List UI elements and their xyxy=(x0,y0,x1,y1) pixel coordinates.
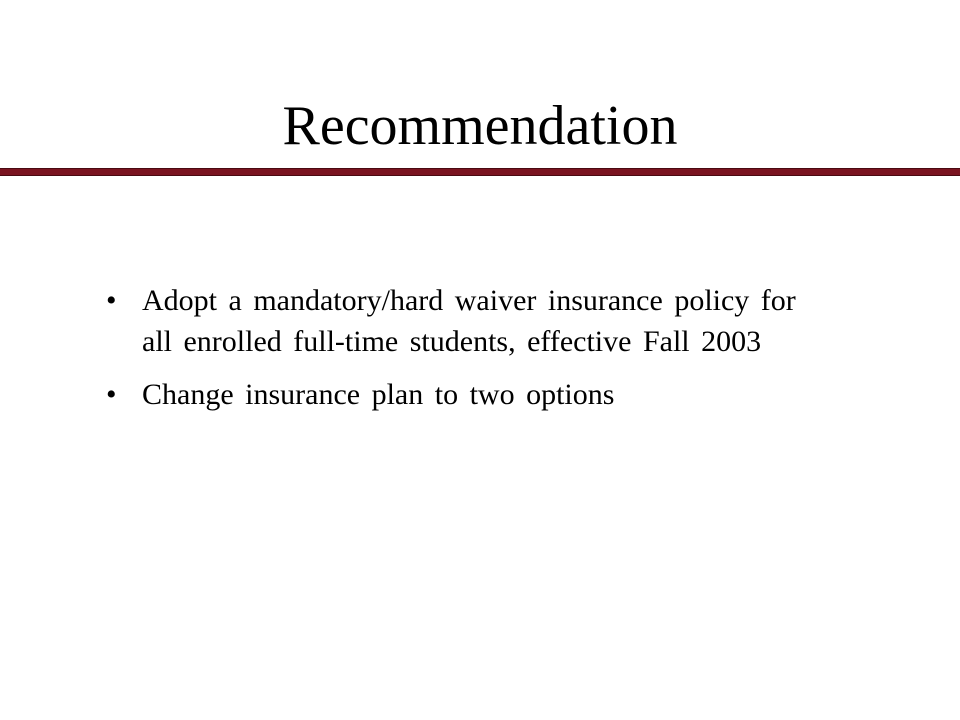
slide-title: Recommendation xyxy=(282,95,678,157)
bullet-text: Change insurance plan to two options xyxy=(142,378,615,411)
bullet-icon: • xyxy=(106,378,117,411)
bullet-item xyxy=(100,374,800,415)
bullet-icon: • xyxy=(106,284,117,317)
bullet-text: Adopt a mandatory/hard waiver insurance policy for all enrolled full-time students, effective Fall 2003 xyxy=(142,284,796,358)
title-divider xyxy=(0,168,960,176)
bullet-item xyxy=(100,280,800,362)
bullet-list xyxy=(100,280,800,427)
